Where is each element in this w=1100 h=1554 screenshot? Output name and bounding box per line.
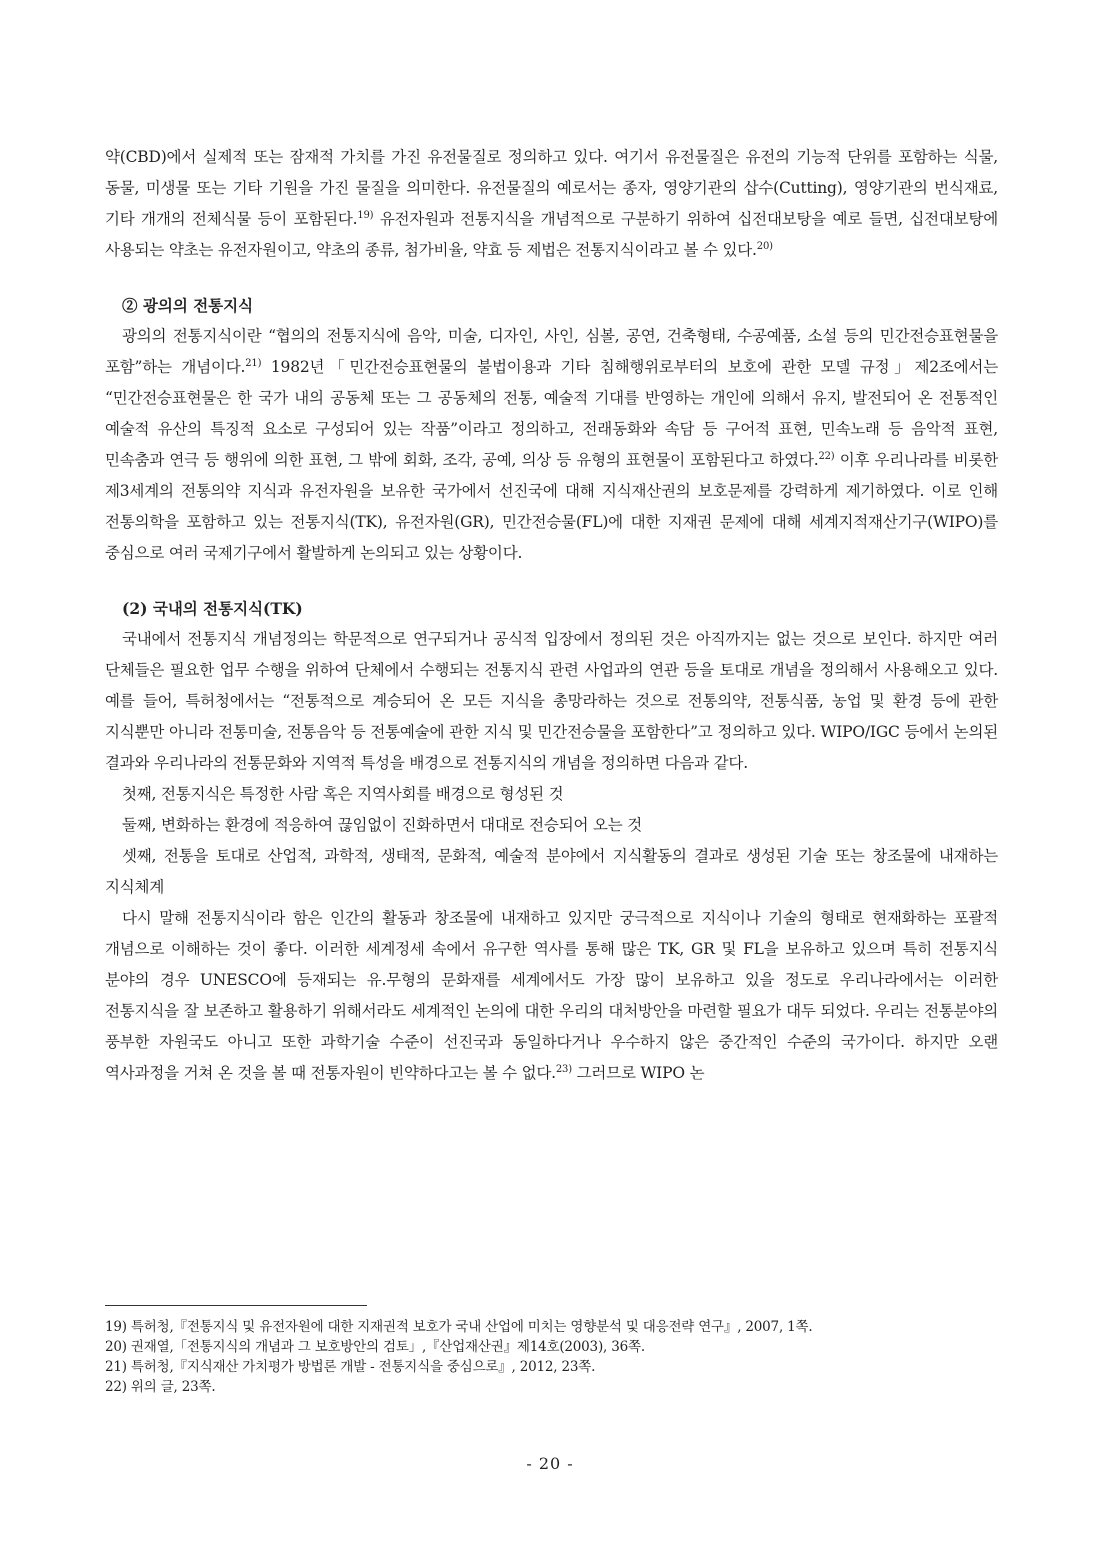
broad-tk-text-c: 이후 우리나라를 비롯한 제3세계의 전통의약 지식과 유전자원을 보유한 국가에서 선진국에 대해 지식재산권의 보호문제를 강력하게 제기하였다. 이로 인해 전통의학을 포함하고 있는 전통지식(TK), 유전자원(GR), 민간전승물(FL)에 대한 지재권 문제에 대해 세계지적재산기구(WIPO)를 중심으로 여러 국제기구에서 활발하게 논의되고 있는 상황이다. <box>105 451 998 562</box>
domestic-tk-text-b: 그러므로 WIPO 논 <box>571 1064 705 1082</box>
definition-item-2: 둘째, 변화하는 환경에 적응하여 끊임없이 진화하면서 대대로 전승되어 오는 것 <box>122 816 643 834</box>
broad-tk-text-a: 광의의 전통지식이란 “협의의 전통지식에 음악, 미술, 디자인, 사인, 심볼, 공연, 건축형태, 수공예품, 소설 등의 민간전승표현물을 포함”하는 개념이다. <box>105 327 998 376</box>
footnote-21: 21) 특허청,『지식재산 가치평가 방법론 개발 - 전통지식을 중심으로』, 2012, 23쪽. <box>105 1359 596 1375</box>
heading-broad-tk: ② 광의의 전통지식 <box>122 296 254 315</box>
footnote-22: 22) 위의 글, 23쪽. <box>105 1379 216 1395</box>
footnote-19: 19) 특허청,『전통지식 및 유전자원에 대한 지재권적 보호가 국내 산업에 미치는 영향분석 및 대응전략 연구』, 2007, 1쪽. <box>105 1319 813 1335</box>
intro-paragraph <box>105 142 998 266</box>
footnote-ref-19[interactable]: 19) <box>357 210 374 221</box>
footnote-ref-23[interactable]: 23) <box>555 1064 572 1075</box>
broad-tk-paragraph <box>105 321 998 569</box>
page-body <box>105 142 998 1089</box>
intro-text-continued: 유전자원과 전통지식을 개념적으로 구분하기 위하여 십전대보탕을 예로 들면, 십전대보탕에 사용되는 약초는 유전자원이고, 약초의 종류, 첨가비율, 약효 등 제법은 전통지식이라고 볼 수 있다. <box>105 210 998 259</box>
domestic-tk-paragraph: 국내에서 전통지식 개념정의는 학문적으로 연구되거나 공식적 입장에서 정의된 것은 아직까지는 없는 것으로 보인다. 하지만 여러 단체들은 필요한 업무 수행을 위하여 단체에서 수행되는 전통지식 관련 사업과의 연관 등을 토대로 개념을 정의해서 사용해오고 있다. 예를 들어, 특허청에서는 “전통적으로 계승되어 온 모든 지식을 총망라하는 것으로 전통의약, 전통식품, 농업 및 환경 등에 관한 지식뿐만 아니라 전통미술, 전통음악 등 전통예술에 관한 지식 및 민간전승물을 포함한다”고 정의하고 있다. WIPO/IGC 등에서 논의된 결과와 우리나라의 전통문화와 지역적 특성을 배경으로 전통지식의 개념을 정의하면 다음과 같다. <box>105 630 999 772</box>
page-number: - 20 - <box>526 1454 574 1473</box>
intro-text: 약(CBD)에서 실제적 또는 잠재적 가치를 가진 유전물질로 정의하고 있다. 여기서 유전물질은 유전의 기능적 단위를 포함하는 식물, 동물, 미생물 또는 기타 기원을 가진 물질을 의미한다. 유전물질의 예로서는 종자, 영양기관의 삽수(Cutting), 영양기관의 번식재료, 기타 개개의 전체식물 등이 포함된다. <box>105 148 998 228</box>
domestic-tk-text-a: 다시 말해 전통지식이라 함은 인간의 활동과 창조물에 내재하고 있지만 궁극적으로 지식이나 기술의 형태로 현재화하는 포괄적 개념으로 이해하는 것이 좋다. 이러한 세계정세 속에서 유구한 역사를 통해 많은 TK, GR 및 FL을 보유하고 있으며 특히 전통지식 분야의 경우 UNESCO에 등재되는 유.무형의 문화재를 세계에서도 가장 많이 보유하고 있을 정도로 우리나라에서는 이러한 전통지식을 잘 보존하고 활용하기 위해서라도 세계적인 논의에 대한 우리의 대처방안을 마련할 필요가 대두 되었다. 우리는 전통분야의 풍부한 자원국도 아니고 또한 과학기술 수준이 선진국과 동일하다거나 우수하지 않은 중간적인 수준의 국가이다. 하지만 오랜 역사과정을 거쳐 온 것을 볼 때 전통자원이 빈약하다고는 볼 수 없다. <box>105 909 998 1082</box>
heading-domestic-tk: (2) 국내의 전통지식(TK) <box>122 599 303 618</box>
definition-item-3: 셋째, 전통을 토대로 산업적, 과학적, 생태적, 문화적, 예술적 분야에서 지식활동의 결과로 생성된 기술 또는 창조물에 내재하는 지식체계 <box>105 847 998 896</box>
footnote-ref-22[interactable]: 22) <box>818 451 835 462</box>
footnote-20: 20) 권재열,「전통지식의 개념과 그 보호방안의 검토」,『산업재산권』제14호(2003), 36쪽. <box>105 1339 645 1355</box>
footnote-ref-21[interactable]: 21) <box>245 358 262 369</box>
broad-tk-text-b: 1982년「민간전승표현물의 불법이용과 기타 침해행위로부터의 보호에 관한 모델 규정」제2조에서는 “민간전승표현물은 한 국가 내의 공동체 또는 그 공동체의 전통, 예술적 기대를 반영하는 개인에 의해서 유지, 발전되어 온 전통적인 예술적 유산의 특징적 요소로 구성되어 있는 작품”이라고 정의하고, 전래동화와 속담 등 구어적 표현, 민속노래 등 음악적 표현, 민속춤과 연극 등 행위에 의한 표현, 그 밖에 회화, 조각, 공예, 의상 등 유형의 표현물이 포함된다고 하였다. <box>105 358 998 469</box>
domestic-tk-paragraph-2 <box>105 903 998 1089</box>
footnotes <box>105 1317 998 1397</box>
footnote-divider <box>105 1305 367 1306</box>
footnote-ref-20[interactable]: 20) <box>756 241 773 252</box>
definition-item-1: 첫째, 전통지식은 특정한 사람 혹은 지역사회를 배경으로 형성된 것 <box>122 785 564 803</box>
